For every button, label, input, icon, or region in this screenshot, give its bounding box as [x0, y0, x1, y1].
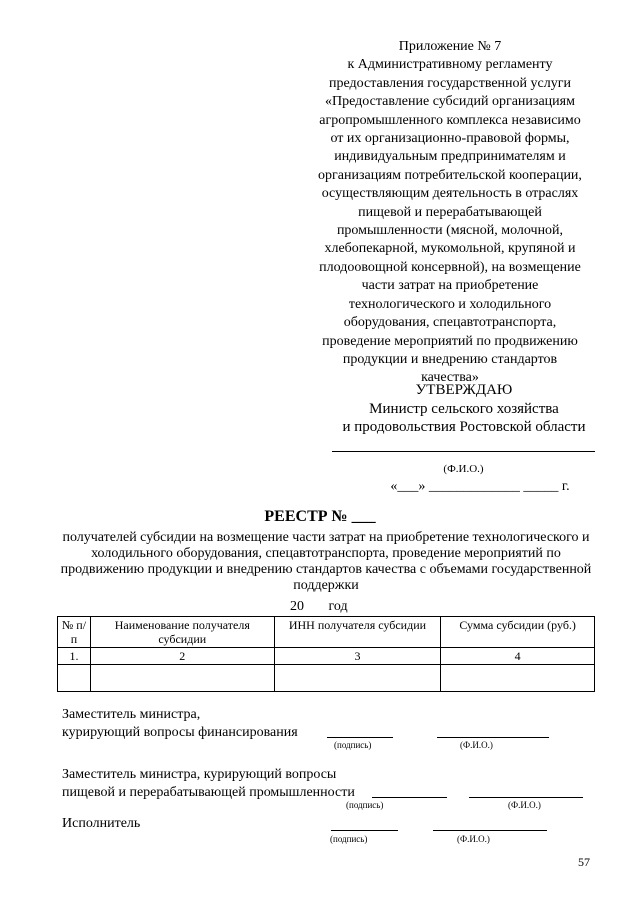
approval-organization: и продовольствия Ростовской области — [342, 419, 586, 435]
approval-heading: УТВЕРЖДАЮ — [415, 382, 513, 398]
table-numbering-row — [58, 648, 595, 665]
table-cell: 2 — [90, 648, 274, 665]
signature-1-sign-field[interactable] — [327, 737, 393, 738]
appendix-line: промышленности (мясной, молочной, — [336, 223, 564, 239]
register-year: 20 год — [290, 599, 348, 614]
appendix-line: оборудования, спецавтотранспорта, — [343, 315, 557, 331]
appendix-line: хлебопекарной, мукомольной, крупяной и — [324, 241, 576, 257]
table-cell[interactable] — [58, 665, 91, 692]
register-title: РЕЕСТР № ___ — [264, 508, 376, 525]
register-table — [57, 616, 595, 692]
signature-2-title — [62, 766, 355, 802]
header-cell-number: № п/п — [58, 617, 91, 648]
table-row — [58, 665, 595, 692]
signature-3-sign-hint: (подпись) — [330, 834, 368, 844]
table-cell: 3 — [274, 648, 441, 665]
appendix-line: продукции и внедрению стандартов — [342, 351, 558, 367]
signature-2-sign-hint: (подпись) — [346, 800, 384, 810]
signature-1-line-1: Заместитель министра, — [62, 707, 201, 722]
signature-1-sign-hint: (подпись) — [334, 740, 372, 750]
signature-2-fio-field[interactable] — [469, 797, 583, 798]
signature-3-title: Исполнитель — [62, 816, 141, 831]
appendix-line: пищевой и перерабатывающей — [358, 204, 542, 220]
signature-2-fio-hint: (Ф.И.О.) — [508, 800, 541, 810]
signature-2-line-1: Заместитель министра, курирующий вопросы — [62, 767, 337, 782]
approval-signature-line — [332, 451, 595, 452]
appendix-line: от их организационно-правовой формы, — [330, 131, 570, 147]
table-cell[interactable] — [90, 665, 274, 692]
appendix-line: части затрат на приобретение — [361, 278, 539, 294]
appendix-line: плодоовощной консервной), на возмещение — [319, 259, 581, 275]
signature-2-line-2: пищевой и перерабатывающей промышленности — [62, 785, 355, 800]
signature-2-sign-field[interactable] — [372, 797, 447, 798]
approval-block — [330, 381, 598, 437]
appendix-line: агропромышленного комплекса независимо — [319, 112, 581, 128]
appendix-header — [300, 38, 600, 388]
appendix-line: качества» — [421, 370, 479, 386]
register-description: получателей субсидии на возмещение части затрат на приобретение технологического и холодильного оборудования, спецавтотранспорта, проведение мероприятий по продвижению продукции и внедрению стандартов качества с объемами государственной поддержки — [60, 530, 592, 593]
appendix-line: индивидуальным предпринимателям и — [334, 149, 566, 165]
signature-3-fio-hint: (Ф.И.О.) — [457, 834, 490, 844]
signature-1-title — [62, 706, 298, 742]
appendix-line: проведение мероприятий по продвижению — [322, 333, 578, 349]
appendix-line: «Предоставление субсидий организациям — [325, 94, 575, 110]
header-cell-sum: Сумма субсидии (руб.) — [441, 617, 595, 648]
page-number: 57 — [578, 855, 590, 869]
signature-3-fio-field[interactable] — [433, 830, 547, 831]
header-cell-inn: ИНН получателя субсидии — [274, 617, 441, 648]
table-cell[interactable] — [274, 665, 441, 692]
appendix-line: организациям потребительской кооперации, — [318, 167, 582, 183]
appendix-line: технологического и холодильного — [348, 296, 552, 312]
signature-1-fio-field[interactable] — [437, 737, 549, 738]
approval-fio-caption: (Ф.И.О.) — [443, 463, 484, 475]
appendix-line: к Административному регламенту — [347, 57, 553, 73]
table-header-row — [58, 617, 595, 648]
signature-1-line-2: курирующий вопросы финансирования — [62, 725, 298, 740]
appendix-line: осуществляющим деятельность в отраслях — [321, 186, 579, 202]
signature-1-fio-hint: (Ф.И.О.) — [460, 740, 493, 750]
appendix-line: предоставления государственной услуги — [329, 75, 571, 91]
header-cell-name: Наименование получателя субсидии — [90, 617, 274, 648]
table-cell[interactable] — [441, 665, 595, 692]
table-cell: 4 — [441, 648, 595, 665]
approval-position: Министр сельского хозяйства — [369, 400, 559, 417]
appendix-line: Приложение № 7 — [398, 39, 502, 54]
table-cell: 1. — [58, 648, 91, 665]
signature-3-sign-field[interactable] — [331, 830, 398, 831]
approval-date: «___» _____________ _____ г. — [390, 479, 570, 494]
